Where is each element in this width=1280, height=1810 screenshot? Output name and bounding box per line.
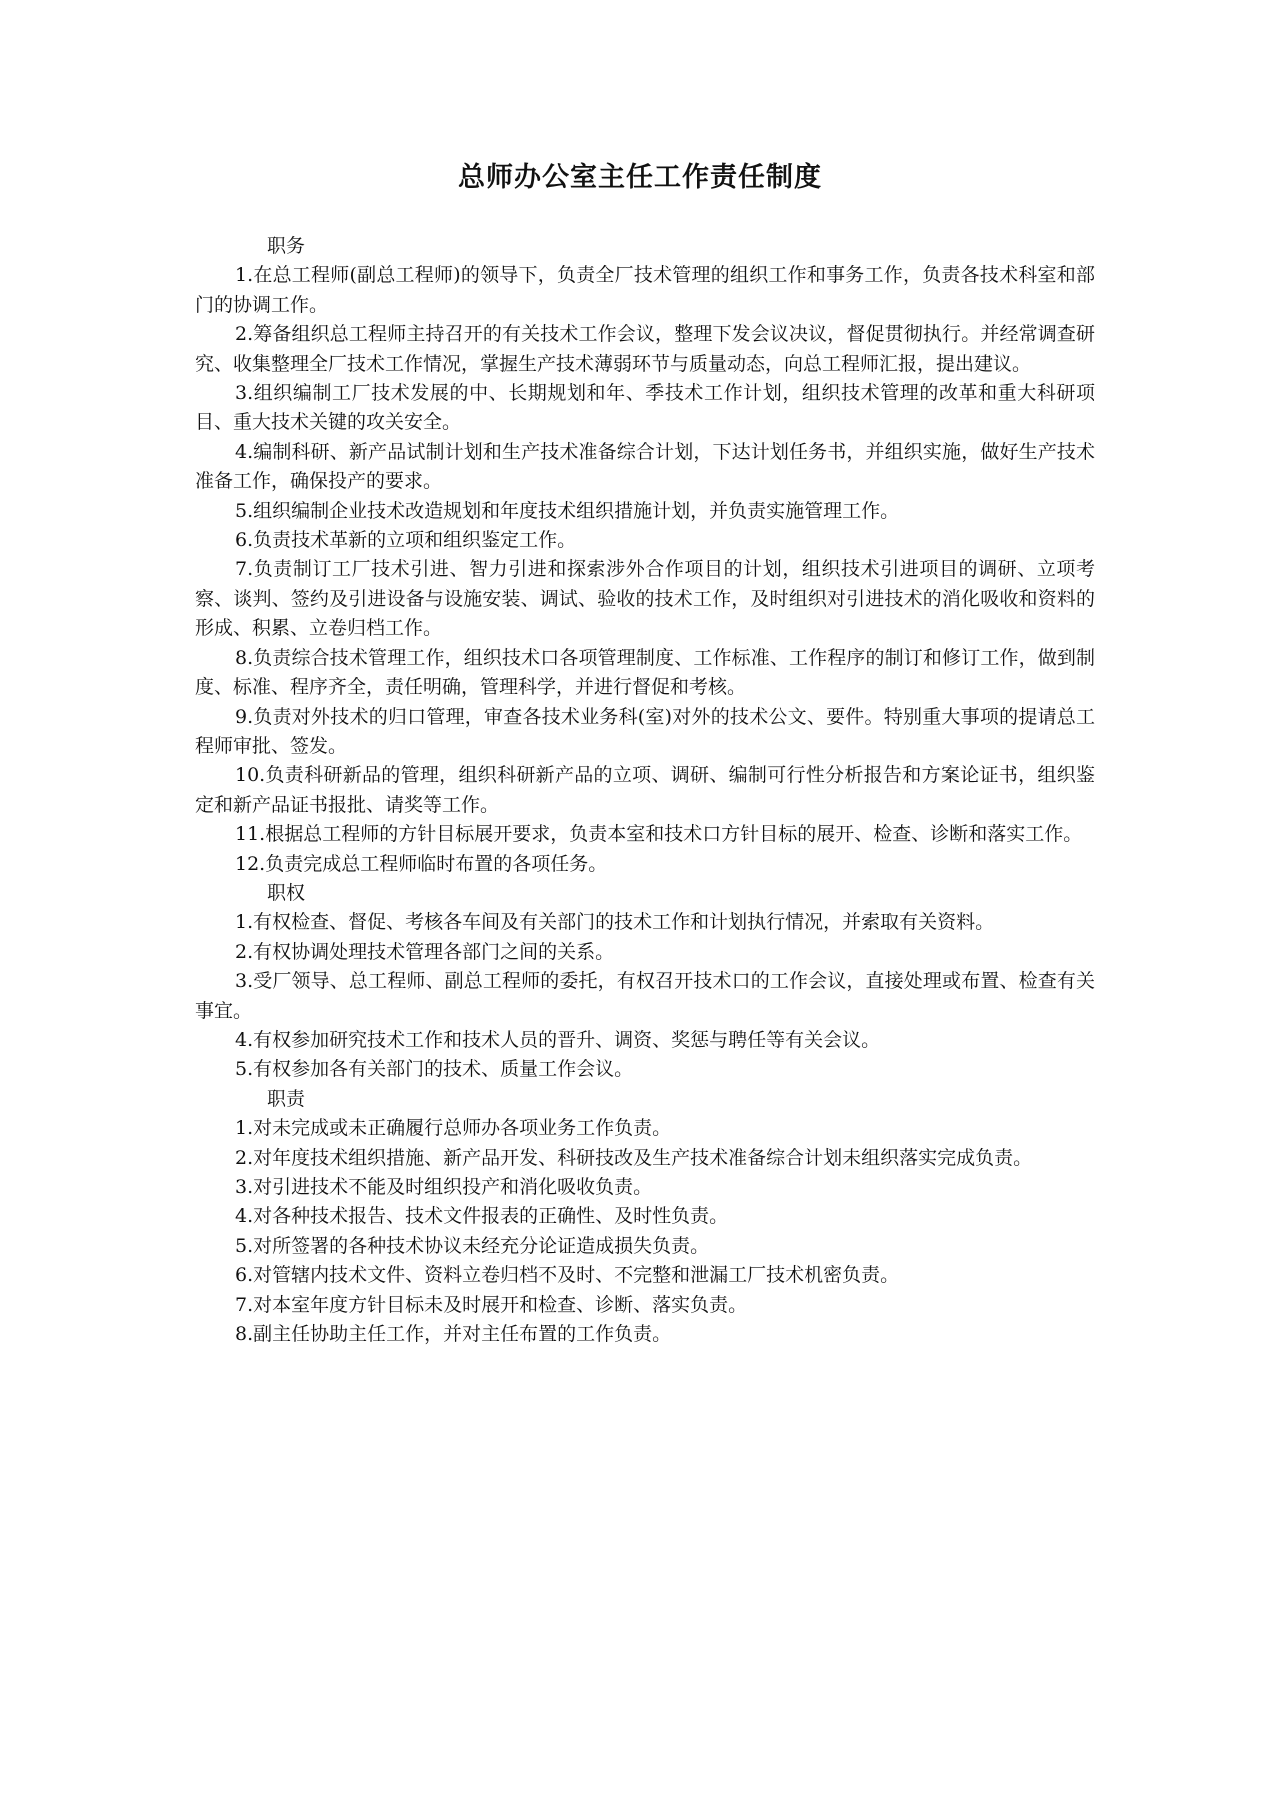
document-body	[195, 232, 1095, 1349]
list-item: 7.对本室年度方针目标未及时展开和检查、诊断、落实负责。	[235, 1293, 748, 1316]
list-item: 4.编制科研、新产品试制计划和生产技术准备综合计划，下达计划任务书，并组织实施，做好生产技术准备工作，确保投产的要求。	[195, 440, 1095, 493]
list-item: 2.对年度技术组织措施、新产品开发、科研技改及生产技术准备综合计划未组织落实完成负责。	[235, 1146, 1033, 1169]
list-item: 11.根据总工程师的方针目标展开要求，负责本室和技术口方针目标的展开、检查、诊断和落实工作。	[235, 823, 1083, 846]
list-item: 3.组织编制工厂技术发展的中、长期规划和年、季技术工作计划，组织技术管理的改革和重大科研项目、重大技术关键的攻关安全。	[195, 382, 1095, 434]
list-item: 7.负责制订工厂技术引进、智力引进和探索涉外合作项目的计划，组织技术引进项目的调研、立项考察、谈判、签约及引进设备与设施安装、调试、验收的技术工作，及时组织对引进技术的消化吸收和资料的形成、积累、立卷归档工作。	[195, 558, 1095, 640]
list-item: 8.副主任协助主任工作，并对主任布置的工作负责。	[235, 1323, 672, 1346]
section-heading-responsibilities: 职责	[267, 1087, 306, 1110]
list-item: 5.组织编制企业技术改造规划和年度技术组织措施计划，并负责实施管理工作。	[235, 499, 900, 522]
list-item: 2.有权协调处理技术管理各部门之间的关系。	[235, 940, 615, 963]
list-item: 3.受厂领导、总工程师、副总工程师的委托，有权召开技术口的工作会议，直接处理或布置、检查有关事宜。	[195, 970, 1095, 1022]
list-item: 9.负责对外技术的归口管理，审查各技术业务科(室)对外的技术公文、要件。特别重大事项的提请总工程师审批、签发。	[195, 705, 1095, 757]
list-item: 6.负责技术革新的立项和组织鉴定工作。	[235, 529, 577, 552]
list-item: 6.对管辖内技术文件、资料立卷归档不及时、不完整和泄漏工厂技术机密负责。	[235, 1264, 900, 1287]
document-title: 总师办公室主任工作责任制度	[458, 162, 822, 193]
list-item: 12.负责完成总工程师临时布置的各项任务。	[235, 852, 608, 875]
list-item: 5.对所签署的各种技术协议未经充分论证造成损失负责。	[235, 1234, 710, 1257]
list-item: 4.对各种技术报告、技术文件报表的正确性、及时性负责。	[235, 1205, 729, 1228]
list-item: 10.负责科研新品的管理，组织科研新产品的立项、调研、编制可行性分析报告和方案论证书，组织鉴定和新产品证书报批、请奖等工作。	[195, 764, 1095, 816]
list-item: 1.在总工程师(副总工程师)的领导下，负责全厂技术管理的组织工作和事务工作，负责各技术科室和部门的协调工作。	[195, 264, 1095, 316]
list-item: 1.有权检查、督促、考核各车间及有关部门的技术工作和计划执行情况，并索取有关资料。	[235, 911, 995, 934]
section-heading-duties: 职务	[267, 235, 306, 257]
list-item: 5.有权参加各有关部门的技术、质量工作会议。	[235, 1058, 634, 1081]
section-heading-authority: 职权	[267, 881, 306, 904]
list-item: 1.对未完成或未正确履行总师办各项业务工作负责。	[235, 1117, 672, 1140]
list-item: 2.筹备组织总工程师主持召开的有关技术工作会议，整理下发会议决议，督促贯彻执行。并经常调查研究、收集整理全厂技术工作情况，掌握生产技术薄弱环节与质量动态，向总工程师汇报，提出建议。	[195, 323, 1095, 375]
list-item: 8.负责综合技术管理工作，组织技术口各项管理制度、工作标准、工作程序的制订和修订工作，做到制度、标准、程序齐全，责任明确，管理科学，并进行督促和考核。	[195, 646, 1095, 699]
list-item: 4.有权参加研究技术工作和技术人员的晋升、调资、奖惩与聘任等有关会议。	[235, 1028, 881, 1051]
list-item: 3.对引进技术不能及时组织投产和消化吸收负责。	[235, 1176, 653, 1198]
